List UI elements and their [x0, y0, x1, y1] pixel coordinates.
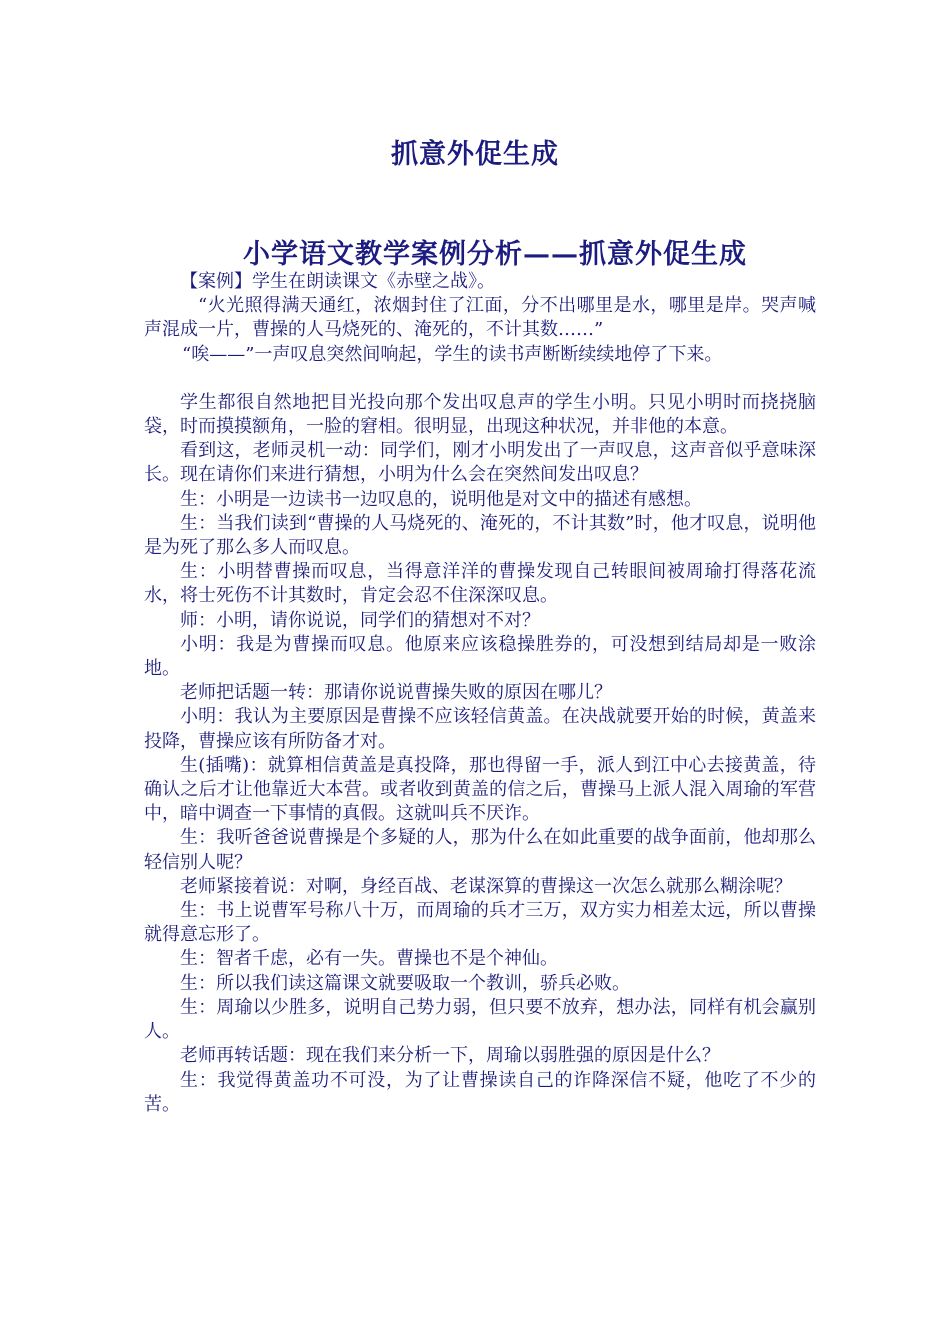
paragraph: 小明：我是为曹操而叹息。他原来应该稳操胜券的，可没想到结局却是一败涂地。: [144, 633, 816, 680]
paragraph: 生：所以我们读这篇课文就要吸取一个教训，骄兵必败。: [180, 972, 630, 994]
paragraph-quote: “火光照得满天通红，浓烟封住了江面，分不出哪里是水，哪里是岸。哭声喊声混成一片，曹操的人马烧死的、淹死的，不计其数……”: [144, 295, 816, 341]
paragraph: 生：周瑜以少胜多，说明自己势力弱，但只要不放弃，想办法，同样有机会赢别人。: [144, 996, 816, 1043]
paragraph-sigh: “唉——”一声叹息突然间响起，学生的读书声断断续续地停了下来。: [182, 343, 723, 365]
paragraph: 生：小明替曹操而叹息，当得意洋洋的曹操发现自己转眼间被周瑜打得落花流水，将士死伤不计其数时，肯定会忍不住深深叹息。: [144, 561, 816, 607]
paragraph: 老师再转话题：现在我们来分析一下，周瑜以弱胜强的原因是什么？: [180, 1045, 720, 1067]
paragraph: 生：当我们读到“曹操的人马烧死的、淹死的，不计其数”时，他才叹息，说明他是为死了那么多人而叹息。: [144, 512, 816, 559]
paragraph: 学生都很自然地把目光投向那个发出叹息声的学生小明。只见小明时而挠挠脑袋，时而摸摸额角，一脸的窘相。很明显，出现这种状况，并非他的本意。: [144, 391, 816, 438]
paragraph: 生：书上说曹军号称八十万，而周瑜的兵才三万，双方实力相差太远，所以曹操就得意忘形了。: [144, 900, 816, 946]
paragraph: 生：我听爸爸说曹操是个多疑的人，那为什么在如此重要的战争面前，他却那么轻信别人呢？: [144, 827, 816, 873]
document-title: 抓意外促生成: [391, 139, 559, 170]
paragraph-case-intro: 【案例】学生在朗读课文《赤壁之战》。: [180, 271, 495, 292]
paragraph: 生：智者千虑，必有一失。曹操也不是个神仙。: [180, 948, 558, 970]
paragraph: 小明：我认为主要原因是曹操不应该轻信黄盖。在决战就要开始的时候，黄盖来投降，曹操应该有所防备才对。: [144, 706, 816, 752]
paragraph: 老师紧接着说：对啊，身经百战、老谋深算的曹操这一次怎么就那么糊涂呢？: [180, 875, 792, 897]
document-body: [144, 270, 816, 1117]
paragraph: 生(插嘴)：就算相信黄盖是真投降，那也得留一手，派人到江中心去接黄盖，待确认之后才让他靠近大本营。或者收到黄盖的信之后，曹操马上派人混入周瑜的军营中，暗中调查一下事情的真假。这就叫兵不厌诈。: [144, 754, 816, 825]
paragraph: 老师把话题一转：那请你说说曹操失败的原因在哪儿？: [180, 682, 612, 704]
document-subtitle: 小学语文教学案例分析——抓意外促生成: [243, 239, 747, 270]
paragraph: 生：我觉得黄盖功不可没，为了让曹操读自己的诈降深信不疑，他吃了不少的苦。: [144, 1069, 816, 1115]
paragraph: 生：小明是一边读书一边叹息的，说明他是对文中的描述有感想。: [180, 488, 702, 510]
paragraph: 看到这，老师灵机一动：同学们，刚才小明发出了一声叹息，这声音似乎意味深长。现在请你们来进行猜想，小明为什么会在突然间发出叹息？: [144, 440, 816, 486]
paragraph: 师：小明，请你说说，同学们的猜想对不对？: [180, 609, 540, 631]
blank-line: [144, 367, 816, 391]
